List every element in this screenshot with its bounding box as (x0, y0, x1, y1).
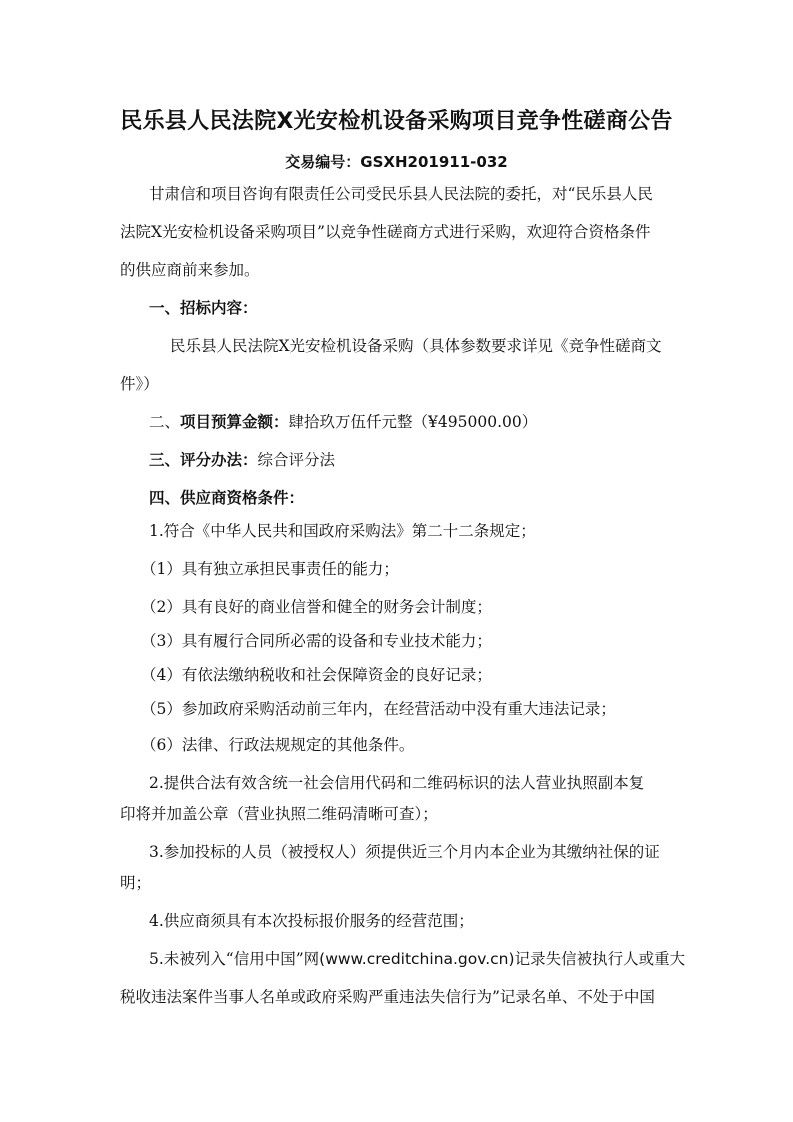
sub-item-3: （3）具有履行合同所必需的设备和专业技术能力； (141, 632, 492, 650)
intro-line-3: 的供应商前来参加。 (120, 261, 260, 279)
section-2-prefix: 二、 (149, 413, 181, 431)
section-3-heading: 三、评分办法： (149, 451, 258, 469)
transaction-number-value: GSXH201911-032 (360, 153, 508, 171)
intro-line-2: 法院X光安检机设备采购项目”以竞争性磋商方式进行采购，欢迎符合资格条件 (120, 223, 651, 241)
intro-line-1: 甘肃信和项目咨询有限责任公司受民乐县人民法院的委托，对“民乐县人民 (149, 185, 653, 203)
qualification-item-3-line-1: 3.参加投标的人员（被授权人）须提供近三个月内本企业为其缴纳社保的证 (149, 843, 660, 861)
sub-item-6: （6）法律、行政法规规定的其他条件。 (141, 736, 415, 754)
qualification-item-4: 4.供应商须具有本次投标报价服务的经营范围； (149, 912, 474, 930)
qualification-item-5-line-2: 税收违法案件当事人名单或政府采购严重违法失信行为”记录名单、不处于中国 (120, 988, 655, 1006)
qualification-item-2-line-2: 印将并加盖公章（营业执照二维码清晰可查）； (120, 805, 438, 823)
sub-item-2: （2）具有良好的商业信誉和健全的财务会计制度； (141, 598, 492, 616)
sub-item-5: （5）参加政府采购活动前三年内，在经营活动中没有重大违法记录； (141, 700, 616, 718)
section-4-heading: 四、供应商资格条件： (149, 489, 305, 507)
section-2 (149, 413, 537, 432)
sub-item-1: （1）具有独立承担民事责任的能力； (141, 560, 399, 578)
section-2-heading: 项目预算金额： (180, 413, 289, 431)
section-3 (149, 451, 335, 470)
section-1-body-line-2: 件》） (120, 375, 159, 393)
qualification-item-5-line-1 (149, 950, 685, 969)
section-1-heading: 一、招标内容： (149, 299, 258, 317)
qualification-item-3-line-2: 明； (120, 874, 152, 892)
creditchina-url: (www.creditchina.gov.cn) (319, 950, 515, 968)
item-5-text-start: 5.未被列入“信用中国”网 (149, 950, 320, 968)
budget-amount: 肆拾玖万伍仟元整（¥495000.00） (288, 413, 538, 431)
transaction-number (0, 151, 793, 172)
item-5-text-end: 记录失信被执行人或重大 (514, 950, 686, 968)
qualification-item-1: 1.符合《中华人民共和国政府采购法》第二十二条规定； (149, 522, 536, 540)
page-title: 民乐县人民法院X光安检机设备采购项目竞争性磋商公告 (120, 109, 673, 134)
section-1-body-line-1: 民乐县人民法院X光安检机设备采购（具体参数要求详见《竞争性磋商文 (170, 337, 662, 355)
scoring-method: 综合评分法 (257, 451, 336, 469)
sub-item-4: （4）有依法缴纳税收和社会保障资金的良好记录； (141, 666, 492, 684)
qualification-item-2-line-1: 2.提供合法有效含统一社会信用代码和二维码标识的法人营业执照副本复 (149, 774, 645, 792)
transaction-number-label: 交易编号： (285, 153, 361, 171)
